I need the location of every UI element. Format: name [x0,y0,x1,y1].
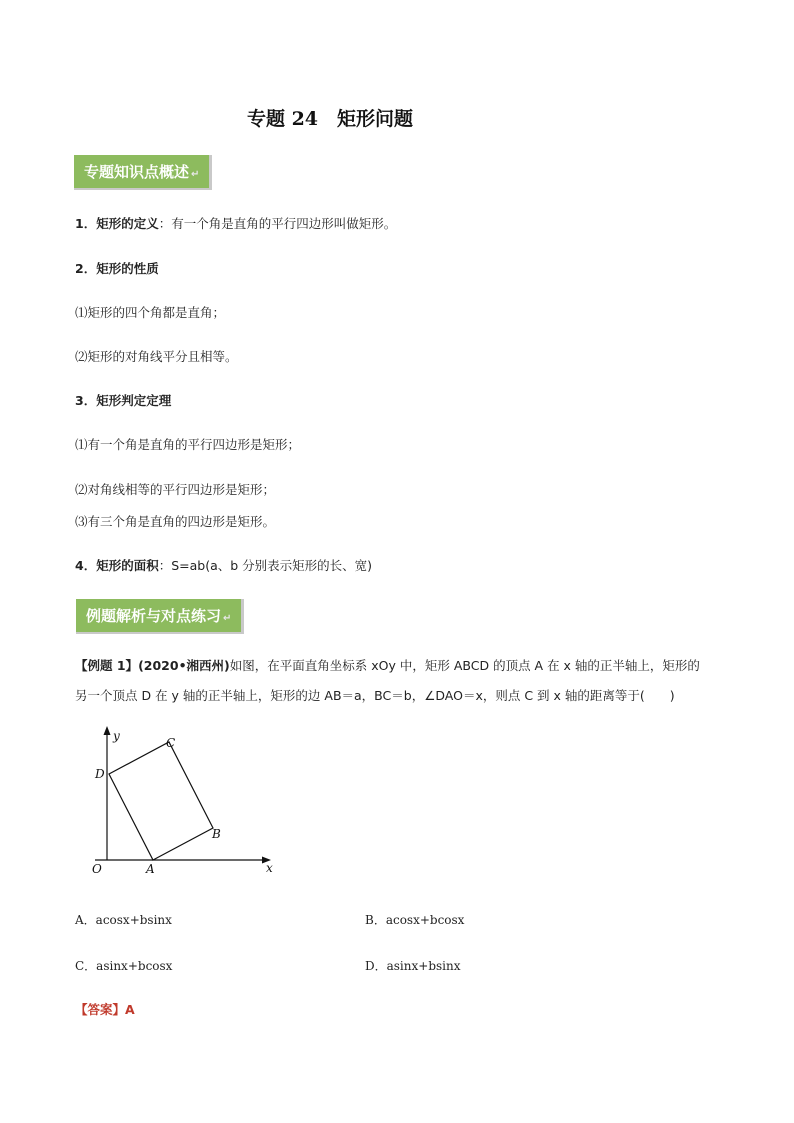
option-a[interactable]: A．acosx+bsinx [75,913,172,927]
example-line-1 [75,656,700,674]
heading-text: 3．矩形判定定理 [75,393,172,408]
section-tag-examples [76,599,244,634]
example-source: (2020•湘西州) [138,658,230,673]
item-heading: 矩形的面积 [96,558,159,573]
property-heading [75,259,159,277]
example-text: 如图，在平面直角坐标系 xOy 中，矩形 ABCD 的顶点 A 在 x 轴的正半轴上，矩形的 [229,658,700,673]
option-c[interactable]: C．asinx+bcosx [75,959,173,973]
item-text: ：有一个角是直角的平行四边形叫做矩形。 [158,216,397,231]
definition-line [75,214,396,232]
criteria-3: ⑶有三个角是直角的四边形是矩形。 [75,514,276,529]
y-axis-arrow-icon [104,726,111,735]
item-text: ：S=ab(a、b 分别表示矩形的长、宽) [158,558,373,573]
label-a: A [146,862,155,876]
label-d: D [95,767,105,781]
return-mark-icon: ↵ [223,613,232,624]
property-2: ⑵矩形的对角线平分且相等。 [75,349,238,364]
example-line-2: 另一个顶点 D 在 y 轴的正半轴上，矩形的边 AB＝a，BC＝b，∠DAO＝x，则点 C 到 x 轴的距离等于( ) [75,688,675,703]
criteria-1: ⑴有一个角是直角的平行四边形是矩形； [75,437,301,452]
label-y: y [113,729,120,743]
option-d[interactable]: D．asinx+bsinx [365,959,461,973]
section-tag-knowledge [74,155,212,190]
property-1: ⑴矩形的四个角都是直角； [75,305,226,320]
section-tag-label: 专题知识点概述 [84,163,190,181]
label-x: x [266,861,273,875]
criteria-heading [75,391,171,409]
label-o: O [92,862,102,876]
label-c: C [166,736,176,750]
item-number: 4． [75,558,97,573]
section-tag-label: 例题解析与对点练习 [86,607,222,625]
item-heading: 矩形的定义 [96,216,159,231]
rectangle-abcd [109,742,213,860]
criteria-2: ⑵对角线相等的平行四边形是矩形； [75,482,276,497]
example-tag: 【例题 1】 [75,658,139,673]
item-number: 1． [75,216,97,231]
heading-text: 2．矩形的性质 [75,261,159,276]
return-mark-icon: ↵ [191,169,200,180]
option-b[interactable]: B．acosx+bcosx [365,913,465,927]
rectangle-figure [80,722,290,882]
page-title: 专题 24 矩形问题 [246,108,414,130]
answer-text: 【答案】A [75,1002,135,1017]
label-b: B [212,827,221,841]
area-line [75,556,372,574]
